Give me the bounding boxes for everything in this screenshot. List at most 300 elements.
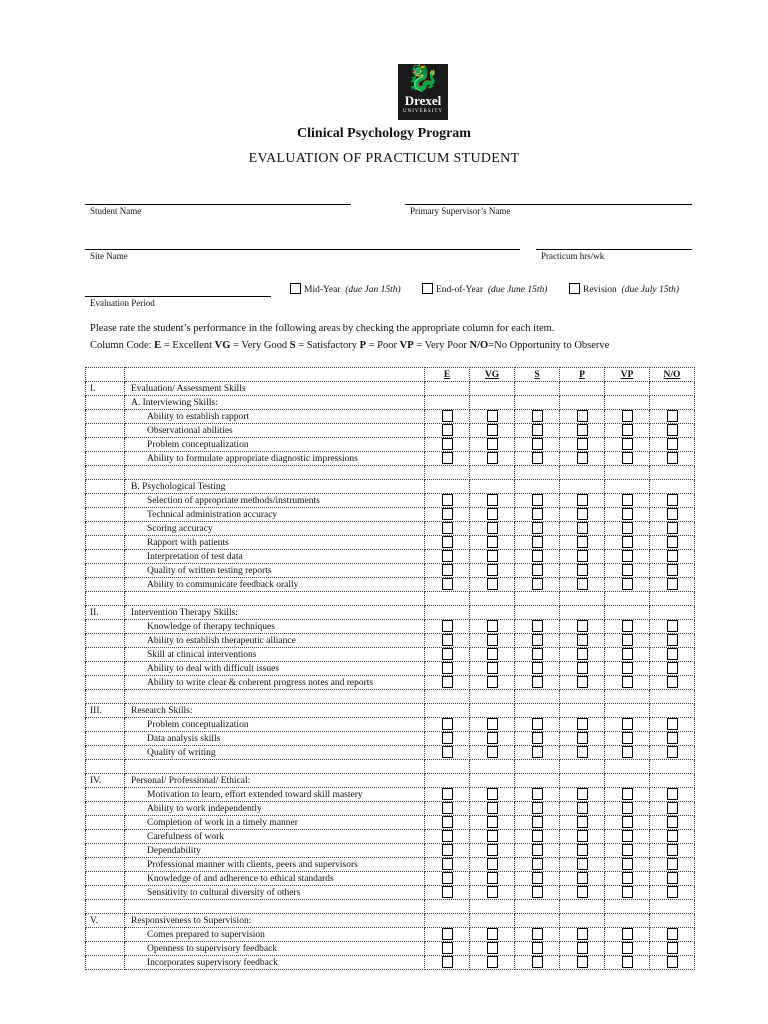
rating-cell[interactable] xyxy=(515,578,560,592)
rating-cell[interactable] xyxy=(650,802,695,816)
rating-cell[interactable] xyxy=(470,620,515,634)
rating-checkbox-e[interactable] xyxy=(442,732,453,744)
rating-cell[interactable] xyxy=(650,662,695,676)
rating-checkbox-vp[interactable] xyxy=(622,802,633,814)
checkbox-end-of-year[interactable] xyxy=(422,283,433,294)
rating-cell[interactable] xyxy=(425,816,470,830)
rating-checkbox-vg[interactable] xyxy=(487,494,498,506)
rating-checkbox-e[interactable] xyxy=(442,494,453,506)
rating-checkbox-e[interactable] xyxy=(442,928,453,940)
rating-checkbox-vp[interactable] xyxy=(622,494,633,506)
rating-cell[interactable] xyxy=(605,564,650,578)
rating-cell[interactable] xyxy=(560,452,605,466)
rating-checkbox-e[interactable] xyxy=(442,522,453,534)
rating-checkbox-vg[interactable] xyxy=(487,942,498,954)
rating-checkbox-e[interactable] xyxy=(442,802,453,814)
rating-cell[interactable] xyxy=(470,410,515,424)
rating-cell[interactable] xyxy=(650,536,695,550)
rating-checkbox-s[interactable] xyxy=(532,494,543,506)
rating-cell[interactable] xyxy=(470,564,515,578)
rating-cell[interactable] xyxy=(470,550,515,564)
rating-checkbox-e[interactable] xyxy=(442,410,453,422)
rating-checkbox-e[interactable] xyxy=(442,746,453,758)
rating-checkbox-p[interactable] xyxy=(577,676,588,688)
rating-checkbox-p[interactable] xyxy=(577,410,588,422)
rating-checkbox-e[interactable] xyxy=(442,956,453,968)
rating-checkbox-p[interactable] xyxy=(577,578,588,590)
rating-checkbox-s[interactable] xyxy=(532,578,543,590)
rating-cell[interactable] xyxy=(515,410,560,424)
rating-checkbox-p[interactable] xyxy=(577,424,588,436)
supervisor-name-field[interactable] xyxy=(405,204,692,205)
rating-checkbox-no[interactable] xyxy=(667,872,678,884)
rating-checkbox-vp[interactable] xyxy=(622,410,633,422)
rating-cell[interactable] xyxy=(650,872,695,886)
rating-cell[interactable] xyxy=(560,578,605,592)
rating-checkbox-p[interactable] xyxy=(577,536,588,548)
rating-checkbox-s[interactable] xyxy=(532,718,543,730)
rating-cell[interactable] xyxy=(650,438,695,452)
rating-cell[interactable] xyxy=(650,676,695,690)
rating-cell[interactable] xyxy=(425,676,470,690)
rating-checkbox-s[interactable] xyxy=(532,830,543,842)
rating-cell[interactable] xyxy=(470,886,515,900)
rating-cell[interactable] xyxy=(470,746,515,760)
rating-cell[interactable] xyxy=(650,564,695,578)
rating-cell[interactable] xyxy=(650,830,695,844)
rating-checkbox-vg[interactable] xyxy=(487,424,498,436)
rating-checkbox-vp[interactable] xyxy=(622,718,633,730)
rating-checkbox-vp[interactable] xyxy=(622,648,633,660)
rating-checkbox-s[interactable] xyxy=(532,732,543,744)
rating-cell[interactable] xyxy=(560,508,605,522)
rating-cell[interactable] xyxy=(470,816,515,830)
rating-cell[interactable] xyxy=(605,438,650,452)
rating-checkbox-vp[interactable] xyxy=(622,816,633,828)
rating-cell[interactable] xyxy=(515,648,560,662)
rating-checkbox-vp[interactable] xyxy=(622,788,633,800)
rating-cell[interactable] xyxy=(605,522,650,536)
rating-checkbox-s[interactable] xyxy=(532,802,543,814)
rating-checkbox-e[interactable] xyxy=(442,788,453,800)
rating-cell[interactable] xyxy=(650,424,695,438)
rating-cell[interactable] xyxy=(560,718,605,732)
rating-checkbox-s[interactable] xyxy=(532,648,543,660)
rating-checkbox-p[interactable] xyxy=(577,522,588,534)
rating-cell[interactable] xyxy=(425,872,470,886)
rating-checkbox-p[interactable] xyxy=(577,886,588,898)
rating-checkbox-e[interactable] xyxy=(442,858,453,870)
rating-cell[interactable] xyxy=(425,858,470,872)
rating-cell[interactable] xyxy=(560,746,605,760)
rating-cell[interactable] xyxy=(515,508,560,522)
rating-cell[interactable] xyxy=(470,858,515,872)
rating-checkbox-vp[interactable] xyxy=(622,620,633,632)
rating-checkbox-no[interactable] xyxy=(667,718,678,730)
student-name-field[interactable] xyxy=(85,204,351,205)
rating-cell[interactable] xyxy=(515,620,560,634)
rating-cell[interactable] xyxy=(425,788,470,802)
rating-cell[interactable] xyxy=(470,424,515,438)
rating-cell[interactable] xyxy=(470,438,515,452)
rating-cell[interactable] xyxy=(605,424,650,438)
rating-cell[interactable] xyxy=(605,746,650,760)
rating-checkbox-vp[interactable] xyxy=(622,438,633,450)
rating-checkbox-e[interactable] xyxy=(442,424,453,436)
rating-checkbox-e[interactable] xyxy=(442,452,453,464)
rating-checkbox-p[interactable] xyxy=(577,494,588,506)
rating-checkbox-e[interactable] xyxy=(442,662,453,674)
rating-cell[interactable] xyxy=(515,872,560,886)
rating-checkbox-vp[interactable] xyxy=(622,886,633,898)
rating-checkbox-s[interactable] xyxy=(532,886,543,898)
rating-cell[interactable] xyxy=(560,886,605,900)
rating-cell[interactable] xyxy=(650,648,695,662)
rating-checkbox-no[interactable] xyxy=(667,858,678,870)
rating-cell[interactable] xyxy=(425,564,470,578)
rating-cell[interactable] xyxy=(605,452,650,466)
rating-checkbox-s[interactable] xyxy=(532,452,543,464)
rating-checkbox-e[interactable] xyxy=(442,564,453,576)
rating-checkbox-s[interactable] xyxy=(532,816,543,828)
rating-cell[interactable] xyxy=(560,802,605,816)
rating-checkbox-p[interactable] xyxy=(577,620,588,632)
rating-cell[interactable] xyxy=(425,578,470,592)
rating-checkbox-p[interactable] xyxy=(577,830,588,842)
rating-cell[interactable] xyxy=(605,578,650,592)
rating-checkbox-no[interactable] xyxy=(667,648,678,660)
rating-checkbox-vg[interactable] xyxy=(487,662,498,674)
rating-checkbox-no[interactable] xyxy=(667,746,678,758)
rating-cell[interactable] xyxy=(515,522,560,536)
rating-cell[interactable] xyxy=(515,662,560,676)
rating-cell[interactable] xyxy=(515,718,560,732)
rating-cell[interactable] xyxy=(560,410,605,424)
rating-checkbox-s[interactable] xyxy=(532,564,543,576)
rating-cell[interactable] xyxy=(605,508,650,522)
rating-checkbox-vg[interactable] xyxy=(487,788,498,800)
rating-checkbox-p[interactable] xyxy=(577,634,588,646)
rating-checkbox-p[interactable] xyxy=(577,816,588,828)
rating-checkbox-vp[interactable] xyxy=(622,634,633,646)
rating-cell[interactable] xyxy=(515,802,560,816)
rating-cell[interactable] xyxy=(515,746,560,760)
rating-cell[interactable] xyxy=(650,578,695,592)
rating-checkbox-vg[interactable] xyxy=(487,578,498,590)
rating-cell[interactable] xyxy=(560,872,605,886)
rating-checkbox-vp[interactable] xyxy=(622,536,633,548)
rating-checkbox-vg[interactable] xyxy=(487,508,498,520)
rating-checkbox-no[interactable] xyxy=(667,956,678,968)
rating-checkbox-e[interactable] xyxy=(442,536,453,548)
rating-cell[interactable] xyxy=(605,788,650,802)
rating-cell[interactable] xyxy=(650,844,695,858)
rating-cell[interactable] xyxy=(425,746,470,760)
rating-checkbox-no[interactable] xyxy=(667,620,678,632)
rating-cell[interactable] xyxy=(515,844,560,858)
rating-cell[interactable] xyxy=(425,620,470,634)
rating-cell[interactable] xyxy=(605,830,650,844)
rating-checkbox-vp[interactable] xyxy=(622,522,633,534)
rating-cell[interactable] xyxy=(650,816,695,830)
rating-checkbox-no[interactable] xyxy=(667,578,678,590)
rating-checkbox-vp[interactable] xyxy=(622,844,633,856)
rating-cell[interactable] xyxy=(470,956,515,970)
rating-cell[interactable] xyxy=(515,634,560,648)
rating-checkbox-vp[interactable] xyxy=(622,550,633,562)
rating-cell[interactable] xyxy=(470,718,515,732)
rating-checkbox-vg[interactable] xyxy=(487,956,498,968)
rating-cell[interactable] xyxy=(560,844,605,858)
rating-cell[interactable] xyxy=(470,830,515,844)
rating-checkbox-vp[interactable] xyxy=(622,872,633,884)
rating-cell[interactable] xyxy=(515,830,560,844)
rating-cell[interactable] xyxy=(605,802,650,816)
rating-cell[interactable] xyxy=(605,634,650,648)
rating-cell[interactable] xyxy=(560,942,605,956)
rating-cell[interactable] xyxy=(560,620,605,634)
rating-checkbox-no[interactable] xyxy=(667,508,678,520)
rating-checkbox-vg[interactable] xyxy=(487,746,498,758)
rating-cell[interactable] xyxy=(425,886,470,900)
rating-cell[interactable] xyxy=(425,424,470,438)
rating-cell[interactable] xyxy=(605,928,650,942)
rating-checkbox-no[interactable] xyxy=(667,676,678,688)
rating-cell[interactable] xyxy=(425,648,470,662)
rating-cell[interactable] xyxy=(470,452,515,466)
rating-checkbox-p[interactable] xyxy=(577,928,588,940)
rating-checkbox-vg[interactable] xyxy=(487,522,498,534)
rating-cell[interactable] xyxy=(605,536,650,550)
rating-cell[interactable] xyxy=(470,508,515,522)
rating-checkbox-no[interactable] xyxy=(667,424,678,436)
rating-checkbox-s[interactable] xyxy=(532,634,543,646)
rating-cell[interactable] xyxy=(560,732,605,746)
rating-cell[interactable] xyxy=(560,662,605,676)
checkbox-revision[interactable] xyxy=(569,283,580,294)
rating-checkbox-vg[interactable] xyxy=(487,732,498,744)
rating-cell[interactable] xyxy=(515,438,560,452)
rating-checkbox-vg[interactable] xyxy=(487,410,498,422)
rating-cell[interactable] xyxy=(515,942,560,956)
rating-checkbox-vp[interactable] xyxy=(622,830,633,842)
rating-checkbox-vg[interactable] xyxy=(487,844,498,856)
rating-cell[interactable] xyxy=(515,732,560,746)
rating-checkbox-e[interactable] xyxy=(442,816,453,828)
rating-checkbox-p[interactable] xyxy=(577,508,588,520)
rating-cell[interactable] xyxy=(470,872,515,886)
rating-checkbox-vg[interactable] xyxy=(487,536,498,548)
rating-checkbox-vg[interactable] xyxy=(487,858,498,870)
rating-checkbox-e[interactable] xyxy=(442,550,453,562)
rating-cell[interactable] xyxy=(425,942,470,956)
rating-cell[interactable] xyxy=(425,494,470,508)
rating-cell[interactable] xyxy=(605,620,650,634)
rating-cell[interactable] xyxy=(515,858,560,872)
rating-checkbox-vg[interactable] xyxy=(487,676,498,688)
rating-checkbox-no[interactable] xyxy=(667,564,678,576)
rating-cell[interactable] xyxy=(650,956,695,970)
rating-checkbox-s[interactable] xyxy=(532,438,543,450)
rating-cell[interactable] xyxy=(470,536,515,550)
rating-checkbox-e[interactable] xyxy=(442,942,453,954)
rating-cell[interactable] xyxy=(515,956,560,970)
rating-cell[interactable] xyxy=(425,732,470,746)
rating-checkbox-e[interactable] xyxy=(442,620,453,632)
rating-checkbox-vp[interactable] xyxy=(622,424,633,436)
rating-cell[interactable] xyxy=(425,928,470,942)
rating-checkbox-vp[interactable] xyxy=(622,676,633,688)
rating-checkbox-vp[interactable] xyxy=(622,578,633,590)
rating-checkbox-p[interactable] xyxy=(577,844,588,856)
rating-cell[interactable] xyxy=(605,732,650,746)
rating-checkbox-p[interactable] xyxy=(577,438,588,450)
rating-cell[interactable] xyxy=(425,634,470,648)
rating-checkbox-vg[interactable] xyxy=(487,872,498,884)
rating-checkbox-vg[interactable] xyxy=(487,718,498,730)
rating-checkbox-s[interactable] xyxy=(532,858,543,870)
rating-checkbox-no[interactable] xyxy=(667,886,678,898)
rating-checkbox-no[interactable] xyxy=(667,816,678,828)
rating-cell[interactable] xyxy=(650,942,695,956)
rating-checkbox-e[interactable] xyxy=(442,830,453,842)
rating-cell[interactable] xyxy=(425,536,470,550)
rating-checkbox-no[interactable] xyxy=(667,536,678,548)
rating-cell[interactable] xyxy=(650,732,695,746)
rating-cell[interactable] xyxy=(650,858,695,872)
rating-checkbox-s[interactable] xyxy=(532,844,543,856)
rating-checkbox-vp[interactable] xyxy=(622,858,633,870)
rating-cell[interactable] xyxy=(470,578,515,592)
rating-cell[interactable] xyxy=(560,494,605,508)
rating-cell[interactable] xyxy=(560,676,605,690)
rating-cell[interactable] xyxy=(560,424,605,438)
rating-cell[interactable] xyxy=(605,942,650,956)
rating-cell[interactable] xyxy=(470,634,515,648)
rating-cell[interactable] xyxy=(560,928,605,942)
rating-checkbox-vg[interactable] xyxy=(487,564,498,576)
practicum-hrs-field[interactable] xyxy=(536,249,692,250)
rating-cell[interactable] xyxy=(515,564,560,578)
rating-cell[interactable] xyxy=(650,886,695,900)
rating-cell[interactable] xyxy=(650,620,695,634)
rating-checkbox-e[interactable] xyxy=(442,872,453,884)
rating-cell[interactable] xyxy=(605,718,650,732)
rating-checkbox-vg[interactable] xyxy=(487,648,498,660)
checkbox-mid-year[interactable] xyxy=(290,283,301,294)
rating-cell[interactable] xyxy=(470,662,515,676)
rating-cell[interactable] xyxy=(515,928,560,942)
rating-cell[interactable] xyxy=(650,550,695,564)
rating-checkbox-vg[interactable] xyxy=(487,620,498,632)
rating-cell[interactable] xyxy=(560,648,605,662)
rating-checkbox-e[interactable] xyxy=(442,844,453,856)
rating-cell[interactable] xyxy=(470,648,515,662)
rating-cell[interactable] xyxy=(515,452,560,466)
rating-cell[interactable] xyxy=(605,816,650,830)
rating-cell[interactable] xyxy=(515,494,560,508)
rating-cell[interactable] xyxy=(650,634,695,648)
rating-cell[interactable] xyxy=(560,536,605,550)
rating-checkbox-p[interactable] xyxy=(577,956,588,968)
rating-cell[interactable] xyxy=(470,732,515,746)
rating-cell[interactable] xyxy=(515,816,560,830)
rating-cell[interactable] xyxy=(470,522,515,536)
site-name-field[interactable] xyxy=(85,249,520,250)
rating-cell[interactable] xyxy=(560,550,605,564)
rating-checkbox-p[interactable] xyxy=(577,746,588,758)
rating-cell[interactable] xyxy=(425,844,470,858)
rating-cell[interactable] xyxy=(515,676,560,690)
rating-checkbox-vp[interactable] xyxy=(622,928,633,940)
rating-checkbox-s[interactable] xyxy=(532,942,543,954)
rating-cell[interactable] xyxy=(650,508,695,522)
rating-cell[interactable] xyxy=(425,662,470,676)
rating-checkbox-no[interactable] xyxy=(667,942,678,954)
rating-checkbox-vg[interactable] xyxy=(487,634,498,646)
rating-checkbox-p[interactable] xyxy=(577,718,588,730)
rating-cell[interactable] xyxy=(650,522,695,536)
rating-checkbox-p[interactable] xyxy=(577,662,588,674)
rating-checkbox-vp[interactable] xyxy=(622,508,633,520)
rating-checkbox-e[interactable] xyxy=(442,508,453,520)
period-option-end-of-year[interactable] xyxy=(422,283,547,295)
rating-checkbox-s[interactable] xyxy=(532,746,543,758)
rating-cell[interactable] xyxy=(605,872,650,886)
rating-checkbox-vg[interactable] xyxy=(487,816,498,828)
rating-checkbox-e[interactable] xyxy=(442,886,453,898)
rating-checkbox-vp[interactable] xyxy=(622,746,633,758)
rating-checkbox-no[interactable] xyxy=(667,410,678,422)
rating-cell[interactable] xyxy=(650,718,695,732)
rating-cell[interactable] xyxy=(650,410,695,424)
rating-checkbox-vg[interactable] xyxy=(487,928,498,940)
rating-checkbox-vg[interactable] xyxy=(487,438,498,450)
rating-cell[interactable] xyxy=(605,662,650,676)
rating-cell[interactable] xyxy=(470,676,515,690)
rating-cell[interactable] xyxy=(425,410,470,424)
rating-cell[interactable] xyxy=(605,494,650,508)
rating-cell[interactable] xyxy=(515,788,560,802)
rating-checkbox-p[interactable] xyxy=(577,858,588,870)
rating-cell[interactable] xyxy=(425,522,470,536)
rating-checkbox-s[interactable] xyxy=(532,788,543,800)
rating-checkbox-vp[interactable] xyxy=(622,564,633,576)
rating-checkbox-no[interactable] xyxy=(667,438,678,450)
rating-cell[interactable] xyxy=(650,452,695,466)
rating-checkbox-no[interactable] xyxy=(667,634,678,646)
rating-checkbox-no[interactable] xyxy=(667,550,678,562)
rating-checkbox-e[interactable] xyxy=(442,648,453,660)
rating-checkbox-s[interactable] xyxy=(532,550,543,562)
period-option-mid-year[interactable] xyxy=(290,283,401,295)
rating-cell[interactable] xyxy=(605,844,650,858)
rating-cell[interactable] xyxy=(470,802,515,816)
rating-checkbox-p[interactable] xyxy=(577,452,588,464)
rating-checkbox-s[interactable] xyxy=(532,956,543,968)
rating-cell[interactable] xyxy=(425,452,470,466)
period-option-revision[interactable] xyxy=(569,283,679,295)
rating-checkbox-vp[interactable] xyxy=(622,732,633,744)
rating-checkbox-p[interactable] xyxy=(577,648,588,660)
rating-checkbox-vg[interactable] xyxy=(487,886,498,898)
rating-cell[interactable] xyxy=(560,634,605,648)
rating-cell[interactable] xyxy=(650,494,695,508)
rating-cell[interactable] xyxy=(425,956,470,970)
evaluation-period-field[interactable] xyxy=(85,296,271,297)
rating-checkbox-e[interactable] xyxy=(442,578,453,590)
rating-cell[interactable] xyxy=(470,788,515,802)
